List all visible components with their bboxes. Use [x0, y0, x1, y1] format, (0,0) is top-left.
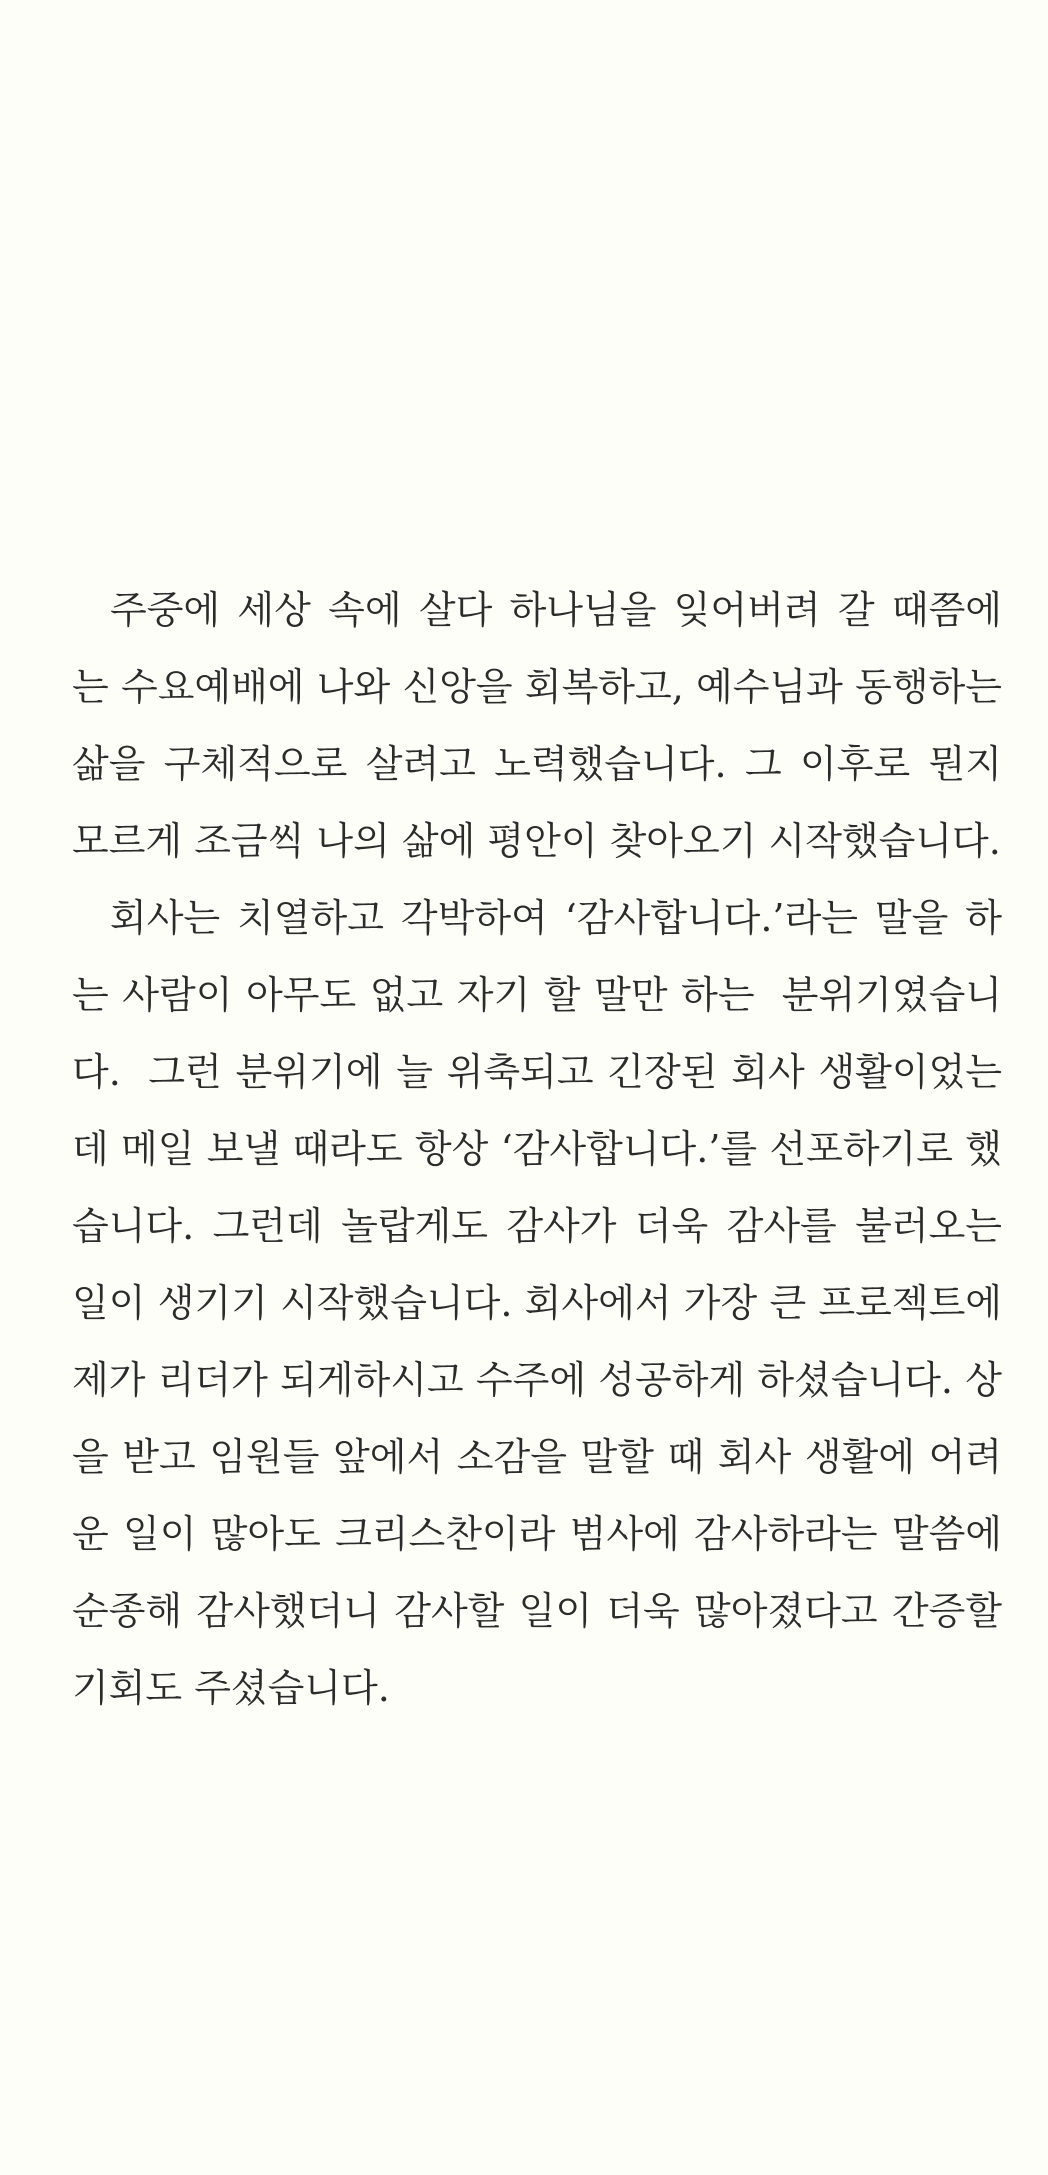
paragraph-2: 회사는 치열하고 각박하여 ‘감사합니다.’라는 말을 하는 사람이 아무도 없고 자기 할 말만 하는 분위기였습니다. 그런 분위기에 늘 위축되고 긴장된 회사 생활이었는데 메일 보낼 때라도 항상 ‘감사합니다.’를 선포하기로 했습니다. 그런데 놀랍게도 감사가 더욱 감사를 불러오는 일이 생기기 시작했습니다. 회사에서 가장 큰 프로젝트에 제가 리더가 되게하시고 수주에 성공하게 하셨습니다. 상을 받고 임원들 앞에서 소감을 말할 때 회사 생활에 어려운 일이 많아도 크리스찬이라 범사에 감사하라는 말씀에 순종해 감사했더니 감사할 일이 더욱 많아졌다고 간증할 기회도 주셨습니다. [72, 896, 1015, 1710]
paragraph-1: 주중에 세상 속에 살다 하나님을 잊어버려 갈 때쯤에는 수요예배에 나와 신앙을 회복하고, 예수님과 동행하는 삶을 구체적으로 살려고 노력했습니다. 그 이후로 뭔지 모르게 조금씩 나의 삶에 평안이 찾아오기 시작했습니다. [72, 588, 1015, 863]
body-text [72, 572, 1015, 1727]
